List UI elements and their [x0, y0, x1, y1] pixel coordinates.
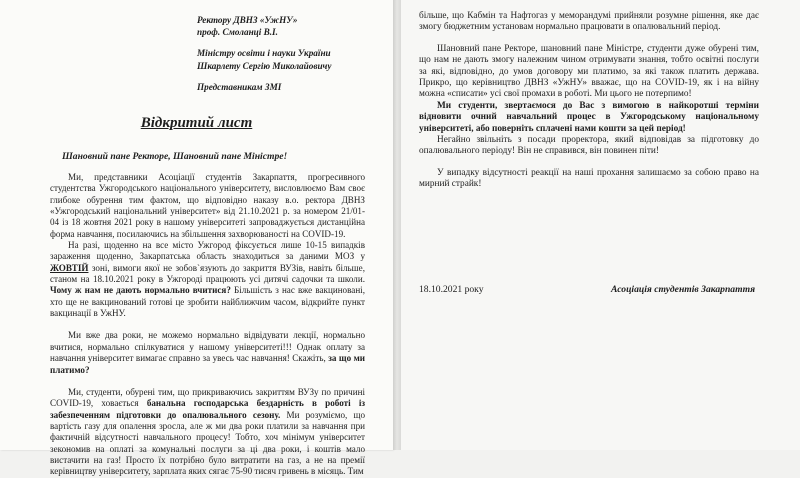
- greeting: Шановний пане Ректоре, Шановний пане Міністре!: [62, 151, 288, 162]
- letter-date: 18.10.2021 року: [419, 284, 484, 295]
- bold-emphasis: забезпеченням підготовки до опалювального сезону.: [50, 409, 281, 420]
- text-line: вистачити на газ! Просто їх потрібно було витратити на газ, а не на премії: [50, 454, 365, 465]
- text-line: Більшість з нас вже вакциновані,: [234, 285, 365, 296]
- paragraph-demand: [419, 101, 759, 135]
- bold-emphasis: банальна господарська бездарність в роботі із: [146, 398, 366, 409]
- text-line: Шановний пане Ректоре, шановний пане Міністре, студенти дуже обурені: [437, 43, 739, 54]
- text-line: «Ужгородський національний університет» від 21.10.2021 р. за номером 21/01-: [50, 206, 365, 217]
- text-line: опалювального періоду! Він не справився, він повинен піти!: [419, 146, 659, 157]
- text-line: Ми, студенти, обурені тим, що прикриваючись закриттям ВУЗу по причині: [68, 386, 365, 397]
- text-line: послуги за які, відповідно, до умов договору ми платимо, за які також платить: [419, 55, 759, 77]
- paragraph-minister: [419, 44, 759, 101]
- text-line: COVID-19, ховається: [50, 398, 139, 409]
- text-line: більше, що Кабмін та Нафтогаз у меморандумі прийняли розумне рішення, яке: [419, 11, 743, 21]
- text-line: зекономив на оплаті за комунальні послуги за ці два роки, і коштів мало: [50, 443, 365, 454]
- question-emphasis: Чому ж нам не дають нормально вчитися?: [50, 285, 231, 296]
- text-line: на війну можна «списати» усі свої промахи в роботі. Ми цього не: [419, 78, 759, 100]
- letter-page-left: [0, 0, 393, 477]
- text-line: 04 із 18 жовтня 2021 року в нашому університеті запроваджується дистанційна: [50, 217, 365, 228]
- paragraph-1: [50, 172, 365, 240]
- letter-body-right: [419, 11, 759, 191]
- text-line: зараження щоденно, Закарпатська область знаходиться за даними МОЗ у: [50, 251, 365, 262]
- letter-title: Відкритий лист: [140, 115, 253, 131]
- text-line: потерпимо!: [645, 89, 692, 100]
- paragraph-strike: [419, 168, 759, 191]
- text-line: Ми розуміємо, що: [286, 409, 365, 420]
- text-line: університеті, або поверніть сплачені нами кошти за цей період!: [419, 123, 686, 134]
- text-line: вартість газу для опалення зросла, але ж ми два роки платили за навчання при: [50, 420, 365, 431]
- text-line: У випадку відсутності реакції на наші прохання залишаємо за собою право: [437, 167, 747, 178]
- text-line: вчитися, нормально спілкуватися у нашому університеті!!! Однак оплату за: [50, 341, 365, 352]
- text-line: студентства Ужгородського національного університету, висловлюємо Вам своє: [50, 183, 365, 194]
- paragraph-rector: [419, 135, 759, 158]
- text-line: зоні, вимоги якої не зобов`язують до закриття ВУЗів, навіть більше,: [91, 262, 365, 273]
- yellow-zone-emphasis: ЖОВТІЙ: [50, 262, 89, 273]
- text-line: Ми, представники Асоціації студентів Закарпаття, прогресивного: [68, 172, 365, 182]
- recipient-line: Міністру освіти і науки України: [197, 48, 331, 59]
- recipient-line: Шкарлету Сергію Миколайовичу: [197, 60, 332, 71]
- paragraph-3: [50, 330, 365, 375]
- text-line: фактичній відсутності навчального процесу! Тобто, хоч мінімум університет: [50, 432, 365, 443]
- letter-body-left: [50, 172, 365, 478]
- page-gutter: [393, 0, 401, 450]
- text-line: тим, що нам не дають змогу належним чином отримувати знання, тобто освітні: [419, 43, 759, 66]
- text-line: форма навчання, посилаючись на збільшення захворюваності на COVID-19.: [50, 228, 346, 239]
- text-line: Ми вже два роки, не можемо нормально відвідувати лекції, нормально: [68, 330, 365, 341]
- text-line: навчання університет вимагає справно за увесь час навчання! Скажіть,: [50, 353, 326, 364]
- text-line: глибоке обурення тим фактом, що відповідно наказу в.о. ректора ДВНЗ: [50, 194, 365, 205]
- recipient-line: Представникам ЗМІ: [197, 81, 282, 92]
- text-line: на мирний страйк!: [419, 167, 760, 190]
- text-line: дає змогу бюджетним установам нормально працювати в опалювальний період.: [419, 11, 759, 33]
- recipient-line: Ректору ДВНЗ «УжНУ»: [197, 15, 298, 25]
- text-line: держава. Прикро, що керівництво ДВНЗ «УжНУ» вважає, що на COVID-19, як і: [419, 66, 759, 89]
- text-line: Негайно звільніть з посади проректора, який відповідав за підготовку до: [437, 135, 759, 146]
- recipients-block: [197, 14, 387, 102]
- text-line: Ми студенти, звертаємося до Вас з вимогою в найкоротші терміни: [437, 100, 759, 111]
- text-line: хто ще не вакцинований готові це зробити найближчим часом, відкрийте пункт: [50, 296, 365, 307]
- text-line: вакцинації в УжНУ.: [50, 308, 126, 319]
- paragraph-continued: [419, 11, 759, 34]
- paragraph-2: [50, 240, 365, 319]
- signature: Асоціація студентів Закарпаття: [611, 284, 756, 295]
- text-line: відновити очний навчальний процес в Ужгородському національному: [419, 112, 759, 123]
- text-line: керівництву університету, зарплата яких сягає 75-90 тисяч гривень в місяць. Тим: [50, 466, 364, 477]
- text-line: На разі, щоденно на все місто Ужгород фіксується лише 10-15 випадків: [68, 240, 365, 251]
- text-line: станом на 18.10.2021 року в Ужгороді працюють усі дитячі садочки та школи.: [50, 274, 365, 285]
- recipient-line: проф. Смоланці В.І.: [197, 27, 278, 38]
- paragraph-4: [50, 387, 365, 478]
- question-emphasis: за що ми платимо?: [50, 353, 366, 375]
